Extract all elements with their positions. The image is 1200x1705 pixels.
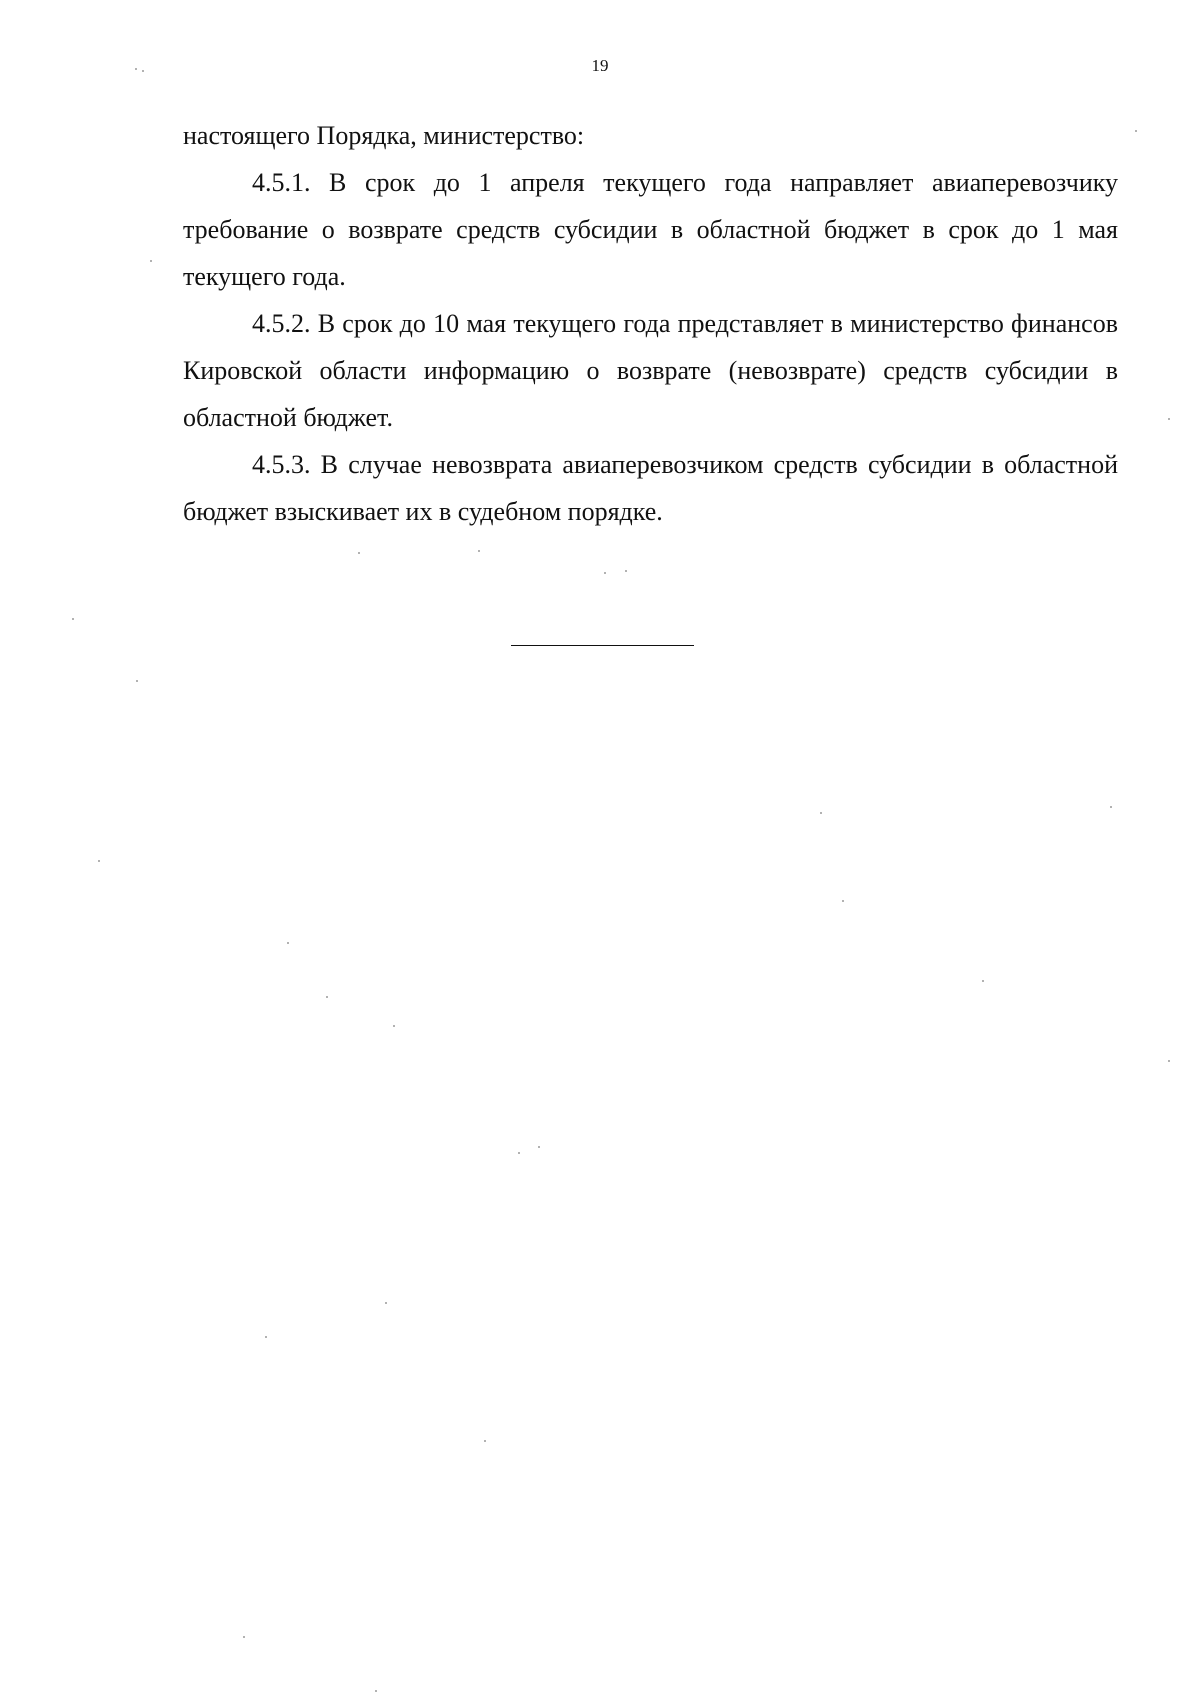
scan-speck xyxy=(842,900,844,902)
scan-speck xyxy=(604,572,606,574)
scan-speck xyxy=(135,68,137,70)
scan-speck xyxy=(385,1302,387,1304)
scan-speck xyxy=(98,860,100,862)
end-separator-line xyxy=(511,645,694,646)
scan-speck xyxy=(72,618,74,620)
scan-speck xyxy=(1135,130,1137,132)
scan-speck xyxy=(243,1636,245,1638)
scan-speck xyxy=(1168,1060,1170,1062)
scan-speck xyxy=(142,70,144,72)
scan-speck xyxy=(478,550,480,552)
scan-speck xyxy=(136,680,138,682)
scan-speck xyxy=(326,996,328,998)
scan-speck xyxy=(518,1152,520,1154)
scan-speck xyxy=(1168,418,1170,420)
paragraph-4-5-2: 4.5.2. В срок до 10 мая текущего года представляет в министерство финансов Кировской области информацию о возврате (невозврате) средств субсидии в областной бюджет. xyxy=(183,309,1118,432)
scan-speck xyxy=(982,980,984,982)
scan-speck xyxy=(358,552,360,554)
scan-speck xyxy=(484,1440,486,1442)
paragraph-4-5-3: 4.5.3. В случае невозврата авиаперевозчиком средств субсидии в областной бюджет взыскивает их в судебном порядке. xyxy=(183,450,1118,526)
scan-speck xyxy=(265,1336,267,1338)
scan-speck xyxy=(150,260,152,262)
scan-speck xyxy=(393,1025,395,1027)
paragraph-continuation: настоящего Порядка, министерство: xyxy=(183,121,585,150)
scan-speck xyxy=(1110,806,1112,808)
scan-speck xyxy=(820,812,822,814)
paragraph-4-5-1: 4.5.1. В срок до 1 апреля текущего года направляет авиаперевозчику требование о возврате средств субсидии в областной бюджет в срок до 1 мая текущего года. xyxy=(183,168,1118,291)
page-number: 19 xyxy=(591,56,609,75)
scan-speck xyxy=(625,570,627,572)
document-body xyxy=(183,112,1118,535)
scan-speck xyxy=(538,1146,540,1148)
scan-speck xyxy=(287,942,289,944)
scan-speck xyxy=(375,1690,377,1692)
